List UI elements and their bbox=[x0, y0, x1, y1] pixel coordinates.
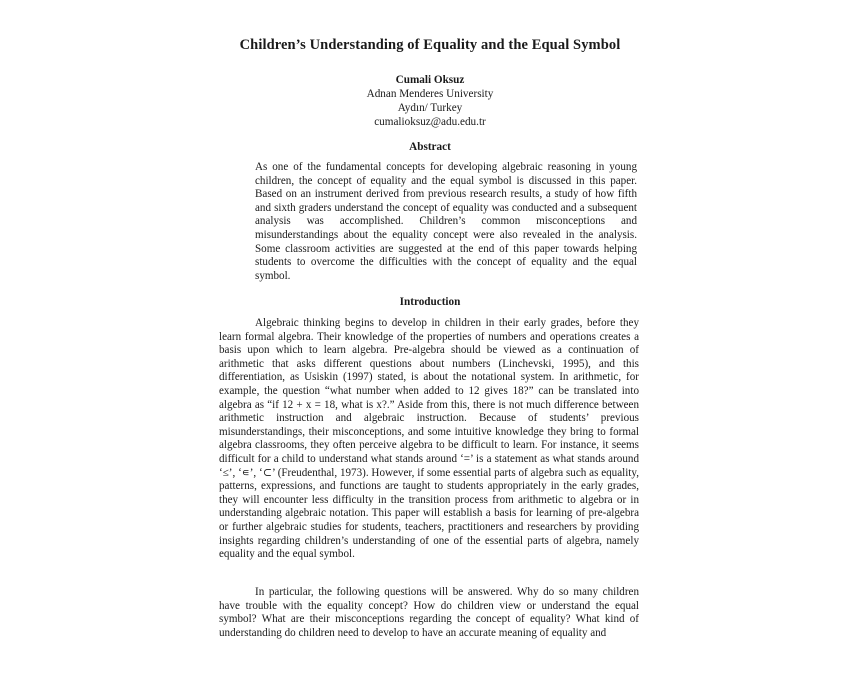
introduction-paragraph-1: Algebraic thinking begins to develop in children in their early grades, before they learn formal algebra. Their knowledge of the properties of numbers and operations creates a basis upon which to learn algebra. Pre-algebra should be viewed as a continuation of arithmetic that asks different questions about numbers (Linchevski, 1995), and this differentiation, as Usiskin (1997) stated, is about the notational system. In arithmetic, for example, the question “what number when added to 12 gives 18?” can be translated into algebra as “if 12 + x = 18, what is x?.” Aside from this, there is not much difference between arithmetic instruction and algebraic instruction. Because of students’ previous misunderstandings, their misconceptions, and some intuitive knowledge they bring to formal algebra classrooms, they often perceive algebra to be difficult to learn. For instance, it seems difficult for a child to understand what stands around ‘=’ is a statement as what stands around ‘≤’, ‘∊’, ‘⊂’ (Freudenthal, 1973). However, if some essential parts of algebra such as equality, patterns, expressions, and functions are taught to students appropriately in the early grades, they will encounter less difficulty in the transition process from arithmetic to algebra or in understanding algebraic notation. This paper will establish a basis for learning of pre-algebra or further algebraic studies for students, teachers, practitioners and researchers by providing insights regarding children’s understanding of one of the essential parts of algebra, namely equality and the equal symbol. bbox=[219, 317, 639, 561]
introduction-heading: Introduction bbox=[399, 296, 461, 308]
author-name: Cumali Oksuz bbox=[395, 74, 465, 86]
author-email: cumalioksuz@adu.edu.tr bbox=[374, 116, 486, 128]
introduction-paragraph-2: In particular, the following questions will be answered. Why do so many children have trouble with the equality concept? How do children view or understand the equal symbol? What are their misconceptions regarding the concept of equality? What kind of understanding do children need to develop to have an accurate meaning of equality and bbox=[219, 586, 639, 639]
author-affiliation: Adnan Menderes University bbox=[366, 88, 494, 100]
paper-title: Children’s Understanding of Equality and the Equal Symbol bbox=[239, 37, 621, 53]
author-location: Aydın/ Turkey bbox=[397, 102, 463, 114]
author-block bbox=[0, 73, 860, 129]
abstract-text: As one of the fundamental concepts for developing algebraic reasoning in young children, the concept of equality and the equal symbol is discussed in this paper. Based on an instrument derived from previous research results, a study of how fifth and sixth graders understand the concept of equality was conducted and a subsequent analysis was accomplished. Children’s common misconceptions and misunderstandings about the equality concept were also revealed in the analysis. Some classroom activities are suggested at the end of this paper towards helping students to overcome the difficulties with the concept of equality and the equal symbol. bbox=[255, 161, 637, 282]
abstract-heading: Abstract bbox=[409, 141, 451, 153]
